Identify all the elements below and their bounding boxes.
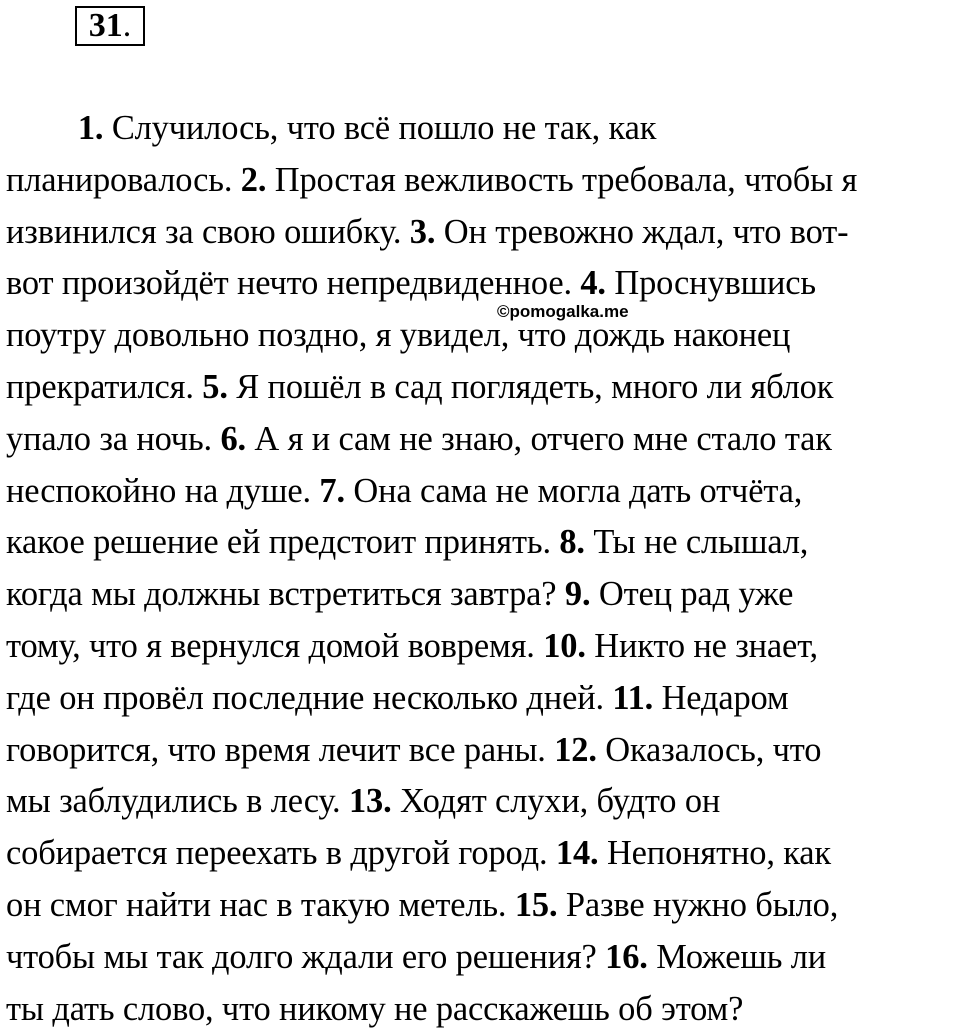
sentence-number: 13. xyxy=(348,782,392,821)
sentence-text: когда мы должны встретиться завтра? xyxy=(6,575,565,614)
sentence-text: прекратился. xyxy=(6,367,203,406)
sentence-text: где он провёл последние несколько дней. xyxy=(6,678,613,717)
sentence-number: 6. xyxy=(220,419,246,458)
sentence-text: А я и сам не знаю, отчего мне стало так xyxy=(245,419,832,458)
text-line xyxy=(6,517,956,569)
sentence-text: Непонятно, как xyxy=(598,834,832,873)
sentence-number: 8. xyxy=(559,523,585,562)
sentence-number: 10. xyxy=(543,626,586,665)
text-line xyxy=(6,725,956,777)
text-line xyxy=(6,103,956,155)
sentence-text: Разве нужно было, xyxy=(557,885,839,924)
sentence-number: 16. xyxy=(605,937,648,976)
sentence-text: извинился за свою ошибку. xyxy=(6,212,410,251)
sentence-number: 15. xyxy=(514,885,558,924)
exercise-number-dot: . xyxy=(122,7,132,44)
sentence-number: 7. xyxy=(319,471,345,510)
sentence-text: ты дать слово, что никому не расскажешь об этом? xyxy=(6,989,744,1028)
sentence-number: 9. xyxy=(564,575,591,614)
text-line xyxy=(6,207,956,259)
sentence-text: Недаром xyxy=(653,678,789,717)
sentence-number: 12. xyxy=(554,730,597,769)
sentence-text: поутру довольно поздно, я увидел, что дождь наконец xyxy=(6,316,791,355)
sentence-text: Я пошёл в сад поглядеть, много ли яблок xyxy=(227,367,834,406)
sentence-text: Можешь ли xyxy=(647,937,827,976)
exercise-number: 31 xyxy=(88,7,123,44)
text-line xyxy=(6,362,956,414)
text-line xyxy=(6,880,956,932)
exercise-text xyxy=(6,103,958,1035)
sentence-text: Ты не слышал, xyxy=(584,523,809,562)
text-line xyxy=(6,673,956,725)
text-line xyxy=(6,932,956,984)
text-line xyxy=(6,984,956,1035)
sentence-text: неспокойно на душе. xyxy=(6,471,320,510)
sentence-text: собирается переехать в другой город. xyxy=(6,834,556,873)
text-line xyxy=(6,258,956,310)
sentence-text: Ходят слухи, будто он xyxy=(391,782,721,821)
sentence-number: 3. xyxy=(409,212,436,251)
sentence-text: говорится, что время лечит все раны. xyxy=(6,730,555,769)
sentence-number: 11. xyxy=(612,678,654,717)
sentence-number: 14. xyxy=(555,834,599,873)
sentence-number: 2. xyxy=(240,160,267,199)
text-line xyxy=(6,414,956,466)
sentence-text: Проснувшись xyxy=(605,264,816,303)
sentence-text: Никто не знает, xyxy=(585,626,818,665)
sentence-text: Случилось, что всё пошло не так, как xyxy=(103,109,657,147)
sentence-text: он смог найти нас в такую метель. xyxy=(6,885,515,924)
text-line xyxy=(6,569,956,621)
text-line xyxy=(6,310,956,362)
sentence-text: вот произойдёт нечто непредвиденное. xyxy=(6,264,581,303)
sentence-text: Оказалось, что xyxy=(596,730,822,769)
watermark: ©pomogalka.me xyxy=(497,302,629,321)
sentence-text: какое решение ей предстоит принять. xyxy=(6,523,560,562)
text-line xyxy=(6,155,956,207)
sentence-text: Он тревожно ждал, что вот- xyxy=(435,212,849,251)
sentence-text: упало за ночь. xyxy=(6,419,221,458)
sentence-text: мы заблудились в лесу. xyxy=(6,782,349,821)
sentence-text: планировалось. xyxy=(6,160,241,199)
sentence-text: чтобы мы так долго ждали его решения? xyxy=(6,937,606,976)
sentence-number: 5. xyxy=(202,367,228,406)
sentence-text: Простая вежливость требовала, чтобы я xyxy=(266,160,858,199)
sentence-text: Она сама не могла дать отчёта, xyxy=(344,471,803,510)
sentence-number: 1. xyxy=(77,109,104,147)
sentence-number: 4. xyxy=(580,264,606,303)
text-line xyxy=(6,776,956,828)
sentence-text: тому, что я вернулся домой вовремя. xyxy=(6,626,544,665)
text-line xyxy=(6,828,956,880)
sentence-text: Отец рад уже xyxy=(590,575,794,614)
text-line xyxy=(6,466,956,518)
text-line xyxy=(6,621,956,673)
exercise-number-box xyxy=(75,6,145,46)
